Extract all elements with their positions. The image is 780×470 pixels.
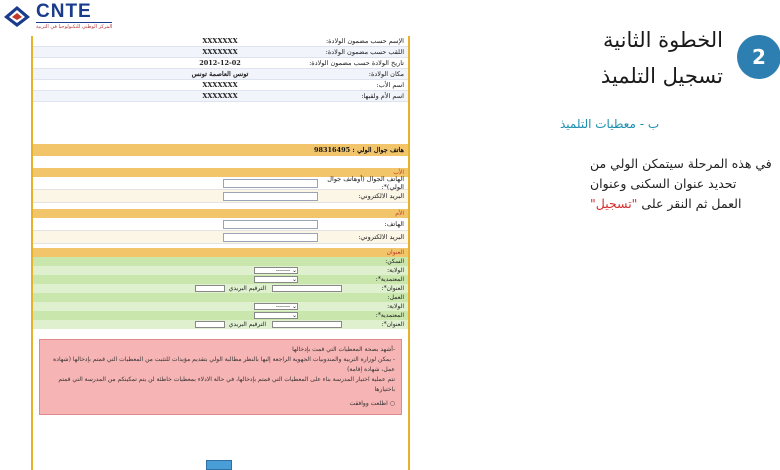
address-heading: العنوان [33, 248, 408, 257]
father-name-value: XXXXXXX [202, 81, 238, 89]
work-delegation-label: المعتمدية*: [375, 312, 404, 319]
work-state-row [33, 302, 408, 311]
confirmation-notice [39, 339, 402, 415]
mother-email-input[interactable] [223, 233, 318, 242]
mother-phone-label: الهاتف: [384, 220, 404, 228]
desc-line1: في هذه المرحلة سيتمكن الولي من [590, 156, 772, 171]
guardian-phone-label: هاتف جوال الولي : [352, 146, 404, 154]
notice-line: - يمكن لوزارة التربية والمندوبيات الجهوية الراجعة إليها بالنظر مطالبة الولي بتقديم مؤيدات للتثبت من المعطيات التي قمتم بإدخالها (شهادة عمل، شهادة إقامة) [53, 356, 395, 373]
register-button[interactable] [206, 460, 232, 470]
work-postal-label: الترقيم البريدي [228, 321, 266, 328]
desc-line3-prefix: العمل ثم النقر على [637, 196, 742, 211]
home-heading [33, 257, 408, 266]
mother-heading: الأم [33, 209, 408, 218]
work-address-label: العنوان*: [381, 321, 404, 328]
birth-date-label: تاريخ الولادة حسب مضمون الولادة: [309, 59, 404, 67]
step-title-line2: تسجيل التلميذ [600, 64, 723, 88]
spacer [33, 102, 408, 144]
work-heading [33, 293, 408, 302]
guardian-phone-value: 98316495 [313, 146, 351, 154]
notice-line: تتم عملية اختيار المدرسة بناء على المعطيات التي قمتم بإدخالها، في حالة الادلاء بمعطيات خاطئة لن يتم تمكينكم من المدرسة التي قمتم باختيارها [58, 376, 395, 393]
father-phone-input[interactable] [223, 179, 318, 188]
work-label: العمل: [387, 294, 404, 301]
home-postal-label: الترقيم البريدي [228, 285, 266, 292]
home-address-row [33, 284, 408, 293]
work-state-select[interactable] [254, 303, 298, 310]
father-phone-label: الهاتف الجوال (أوهاتف جوال الولي)*: [327, 175, 404, 191]
home-state-row [33, 266, 408, 275]
identity-row [33, 69, 408, 80]
father-email-input[interactable] [223, 192, 318, 201]
chevron-down-icon: ⌄ [291, 267, 297, 274]
work-delegation-row [33, 311, 408, 320]
step-number-badge: 2 [737, 35, 780, 79]
home-address-input[interactable] [272, 285, 342, 292]
step-title-line1: الخطوة الثانية [603, 28, 723, 52]
birth-place-label: مكان الولادة: [368, 70, 404, 78]
home-postal-input[interactable] [195, 285, 225, 292]
registration-form [31, 36, 410, 470]
last-name-label: اللقب حسب مضمون الولادة: [325, 48, 404, 56]
logo-emblem-icon [2, 3, 32, 29]
work-delegation-select[interactable] [254, 312, 298, 319]
father-heading: الأب [33, 168, 408, 177]
identity-row [33, 80, 408, 91]
mother-phone-input[interactable] [223, 220, 318, 229]
identity-row [33, 47, 408, 58]
logo-title: CNTE [36, 1, 92, 22]
register-highlight: "تسجيل" [590, 196, 638, 211]
home-delegation-label: المعتمدية*: [375, 276, 404, 283]
select-placeholder: ------- [275, 303, 291, 310]
birth-place-value: تونس العاصمة تونس [191, 70, 249, 78]
select-placeholder: ------- [275, 267, 291, 274]
agree-row[interactable]: ○ اطلعت ووافقت [349, 400, 395, 407]
identity-row [33, 91, 408, 102]
address-section [33, 257, 408, 329]
chevron-down-icon: ⌄ [291, 303, 297, 310]
desc-line3 [590, 194, 780, 214]
logo-subtitle: المركز الوطني للتكنولوجيا في التربية [36, 24, 113, 30]
father-email-label: البريد الالكتروني: [358, 192, 404, 200]
home-label: السكن: [385, 258, 404, 265]
father-email-row [33, 190, 408, 203]
mother-name-label: اسم الأم ولقبها: [361, 92, 404, 100]
work-state-label: الولاية: [387, 303, 404, 310]
identity-row [33, 36, 408, 47]
father-phone-row [33, 177, 408, 190]
first-name-value: XXXXXXX [202, 37, 238, 45]
mother-phone-row [33, 218, 408, 231]
home-delegation-select[interactable] [254, 276, 298, 283]
home-state-select[interactable] [254, 267, 298, 274]
first-name-label: الإسم حسب مضمون الولادة: [325, 37, 404, 45]
father-name-label: اسم الأب: [376, 81, 404, 89]
work-address-row [33, 320, 408, 329]
last-name-value: XXXXXXX [202, 48, 238, 56]
identity-row [33, 58, 408, 69]
work-address-input[interactable] [272, 321, 342, 328]
step-description [590, 154, 780, 214]
cnte-logo [2, 2, 112, 30]
step-subheading: ب - معطيات التلميذ [560, 117, 660, 131]
mother-name-value: XXXXXXX [202, 92, 238, 100]
chevron-down-icon: ⌄ [291, 276, 297, 283]
home-state-label: الولاية: [387, 267, 404, 274]
home-delegation-row [33, 275, 408, 284]
mother-email-row [33, 231, 408, 244]
home-address-label: العنوان*: [381, 285, 404, 292]
agree-label: اطلعت ووافقت [349, 400, 388, 407]
chevron-down-icon: ⌄ [291, 312, 297, 319]
step-title [425, 22, 723, 94]
desc-line2: تحديد عنوان السكنى وعنوان [590, 176, 737, 191]
notice-line: -أشهد بصحة المعطيات التي قمت بإدخالها [292, 346, 395, 353]
spacer [33, 156, 408, 168]
guardian-phone-band [33, 144, 408, 156]
birth-date-value: 2012-12-02 [199, 59, 241, 67]
work-postal-input[interactable] [195, 321, 225, 328]
mother-email-label: البريد الالكتروني: [358, 233, 404, 241]
